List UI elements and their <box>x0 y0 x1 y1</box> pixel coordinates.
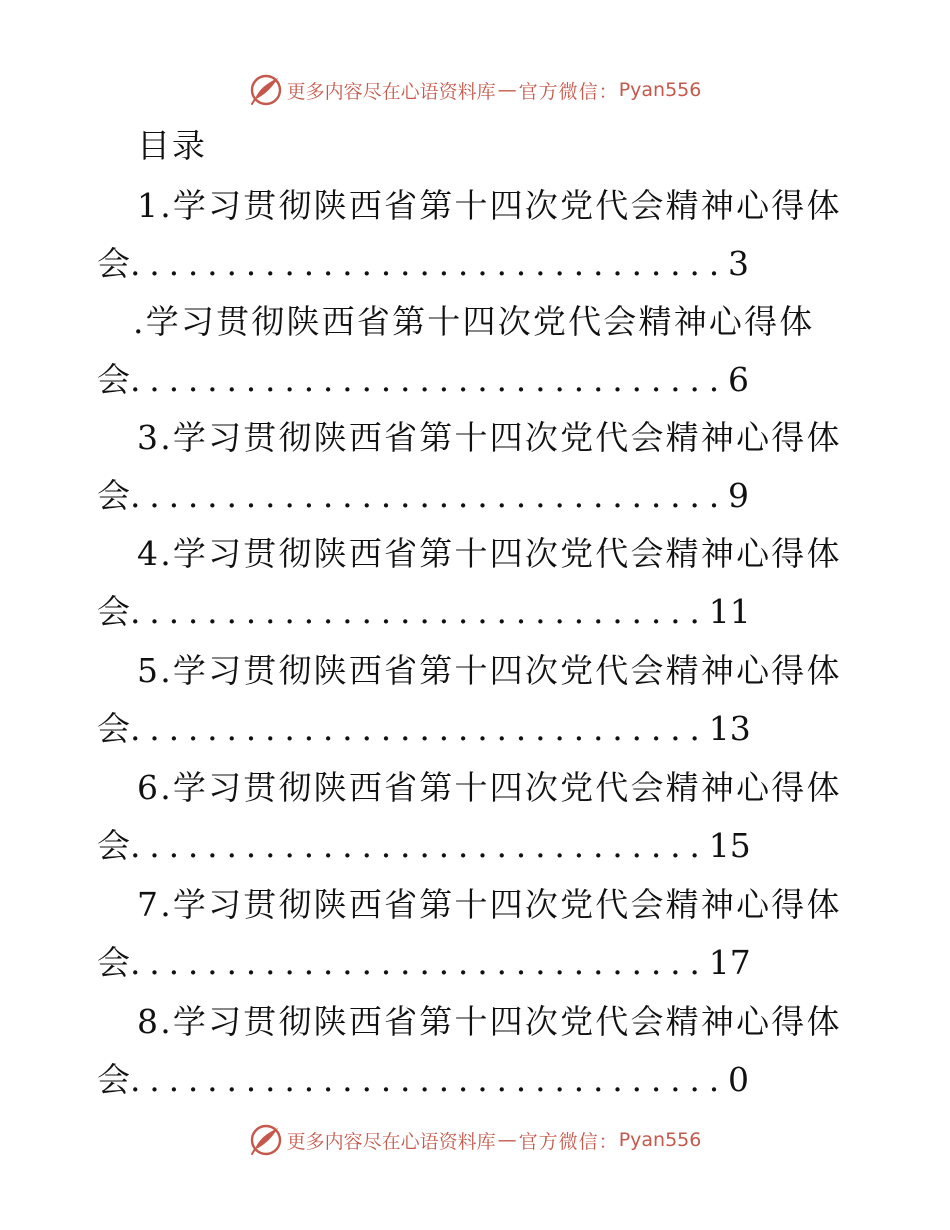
toc-entry-1-leader-line <box>97 242 749 286</box>
toc-entry-3-continuation: 会 <box>97 476 130 515</box>
toc-entry-3-leader-line <box>97 474 749 518</box>
toc-entry-7-title: 7.学习贯彻陕西省第十四次党代会精神心得体 <box>137 885 842 924</box>
watermark-wechat-id: Pyan556 <box>618 1129 702 1151</box>
toc-entry-1-continuation: 会 <box>97 244 130 283</box>
toc-entry-4-leader-line <box>97 590 751 634</box>
toc-entry-3-page-number: 9 <box>727 476 749 515</box>
toc-entry-5-title: 5.学习贯彻陕西省第十四次党代会精神心得体 <box>137 651 842 690</box>
toc-entry-5-page-number: 13 <box>708 709 751 748</box>
toc-entry-4-continuation: 会 <box>97 592 130 631</box>
toc-entry-1-page-number: 3 <box>727 244 749 283</box>
watermark-wechat-id: Pyan556 <box>618 79 702 101</box>
toc-entry-4-dot-leader: .............................. <box>130 592 709 631</box>
toc-entry-2-title: .学习贯彻陕西省第十四次党代会精神心得体 <box>133 302 815 341</box>
toc-entry-8-dot-leader: ............................... <box>130 1060 728 1099</box>
toc-entry-7-continuation: 会 <box>97 943 130 982</box>
watermark-separator: — <box>497 1129 517 1151</box>
toc-entry-2-page-number: 6 <box>727 360 749 399</box>
toc-entry-4-page-number: 11 <box>708 592 751 631</box>
toc-entry-8-leader-line <box>97 1058 749 1102</box>
watermark-wechat-label: 官方微信： <box>518 1130 619 1153</box>
watermark-separator: — <box>497 79 517 101</box>
toc-entry-2-continuation: 会 <box>97 360 130 399</box>
toc-entry-6-leader-line <box>97 824 751 868</box>
quill-pen-logo-icon <box>249 1123 283 1157</box>
toc-entry-6-dot-leader: .............................. <box>130 826 709 865</box>
watermark-text: 更多内容尽在心语资料库 <box>286 80 496 103</box>
toc-entry-6-page-number: 15 <box>708 826 751 865</box>
toc-entry-6-title: 6.学习贯彻陕西省第十四次党代会精神心得体 <box>137 768 842 807</box>
toc-entry-7-dot-leader: .............................. <box>130 943 709 982</box>
watermark-banner-bottom <box>0 1120 950 1160</box>
toc-entry-3-dot-leader: ............................... <box>130 476 728 515</box>
toc-entry-5-dot-leader: .............................. <box>130 709 709 748</box>
watermark-text: 更多内容尽在心语资料库 <box>286 1130 496 1153</box>
toc-entry-1-title: 1.学习贯彻陕西省第十四次党代会精神心得体 <box>137 186 842 225</box>
quill-pen-logo-icon <box>249 73 283 107</box>
toc-entry-8-page-number: 0 <box>727 1060 749 1099</box>
toc-entry-2-dot-leader: ............................... <box>130 360 728 399</box>
toc-heading: 目录 <box>137 126 207 165</box>
toc-entry-3-title: 3.学习贯彻陕西省第十四次党代会精神心得体 <box>137 418 842 457</box>
toc-entry-8-continuation: 会 <box>97 1060 130 1099</box>
toc-entry-6-continuation: 会 <box>97 826 130 865</box>
toc-entry-2-leader-line <box>97 358 749 402</box>
toc-entry-5-leader-line <box>97 707 751 751</box>
toc-entry-1-dot-leader: ............................... <box>130 244 728 283</box>
toc-entry-8-title: 8.学习贯彻陕西省第十四次党代会精神心得体 <box>137 1002 842 1041</box>
toc-entry-7-page-number: 17 <box>708 943 751 982</box>
toc-entry-4-title: 4.学习贯彻陕西省第十四次党代会精神心得体 <box>137 534 842 573</box>
toc-entry-5-continuation: 会 <box>97 709 130 748</box>
toc-entry-7-leader-line <box>97 941 751 985</box>
watermark-wechat-label: 官方微信： <box>518 80 619 103</box>
watermark-banner-top <box>0 70 950 110</box>
